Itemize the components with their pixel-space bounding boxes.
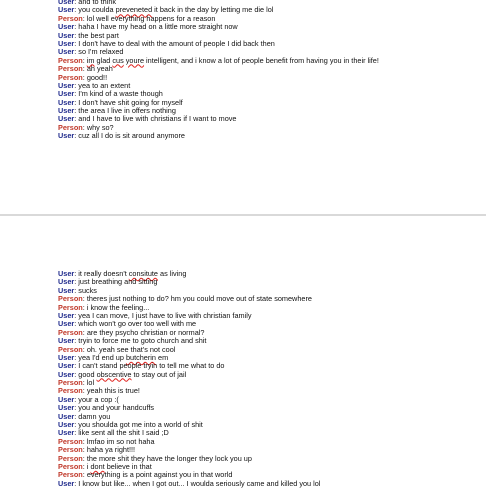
chat-line xyxy=(58,371,478,379)
message-text: the more shit they have the longer they lock you up xyxy=(86,453,252,463)
message-text: everything is a point against you in that world xyxy=(86,470,233,480)
speaker-colon: : xyxy=(74,369,79,379)
speaker-colon: : xyxy=(82,386,87,396)
message-text: theres just nothing to do? hm you could move out of state somewhere xyxy=(86,294,312,304)
message-text: damn you xyxy=(78,411,111,421)
message-text: i xyxy=(86,461,91,471)
message-text: you shoulda got me into a world of shit xyxy=(78,420,203,430)
speaker-label: Person xyxy=(58,64,83,74)
speaker-colon: : xyxy=(82,55,87,65)
message-text: your a cop :( xyxy=(78,394,119,404)
speaker-label: User xyxy=(58,0,75,6)
speaker-label: Person xyxy=(58,122,83,132)
speaker-label: Person xyxy=(58,55,83,65)
chat-line xyxy=(58,278,478,286)
speaker-colon: : xyxy=(74,352,79,362)
message-text: yea I can move, I just have to live with christian family xyxy=(78,310,252,320)
chat-line xyxy=(58,65,478,73)
speaker-colon: : xyxy=(74,336,79,346)
speaker-label: User xyxy=(58,361,75,371)
document-page-2 xyxy=(0,216,486,500)
message-text: lol xyxy=(86,378,95,388)
chat-line xyxy=(58,132,478,140)
message-text: are they psycho christian or normal? xyxy=(86,327,205,337)
speaker-label: User xyxy=(58,30,75,40)
speaker-colon: : xyxy=(82,13,87,23)
speaker-label: User xyxy=(58,38,75,48)
message-text: I don't have to deal with the amount of people I did back then xyxy=(78,38,275,48)
speaker-colon: : xyxy=(82,344,87,354)
misspelled-word: obscentive xyxy=(96,369,132,379)
message-text: em xyxy=(155,352,169,362)
speaker-label: User xyxy=(58,106,75,116)
speaker-label: Person xyxy=(58,445,83,455)
speaker-colon: : xyxy=(74,38,79,48)
speaker-colon: : xyxy=(82,453,87,463)
speaker-label: Person xyxy=(58,461,83,471)
message-text: I don't have shit going for myself xyxy=(78,97,183,107)
speaker-label: Person xyxy=(58,470,83,480)
message-text: I can't stand people tryin to tell me what to do xyxy=(78,361,225,371)
speaker-label: User xyxy=(58,336,75,346)
speaker-label: User xyxy=(58,411,75,421)
message-text: good!! xyxy=(86,72,108,82)
misspelled-word: youre xyxy=(125,55,145,65)
speaker-label: Person xyxy=(58,436,83,446)
speaker-colon: : xyxy=(82,122,87,132)
speaker-label: Person xyxy=(58,13,83,23)
speaker-label: Person xyxy=(58,294,83,304)
message-text: I'm kind of a waste though xyxy=(78,89,163,99)
speaker-colon: : xyxy=(74,5,79,15)
message-text: lol well everything happens for a reason xyxy=(86,13,216,23)
speaker-label: User xyxy=(58,428,75,438)
message-text: just breathing and sitting xyxy=(78,277,158,287)
speaker-label: User xyxy=(58,369,75,379)
speaker-label: Person xyxy=(58,453,83,463)
misspelled-word: preveneted xyxy=(115,5,153,15)
speaker-colon: : xyxy=(82,445,87,455)
message-text: you and your handcuffs xyxy=(78,403,155,413)
speaker-label: User xyxy=(58,319,75,329)
misspelled-word: cus xyxy=(112,55,124,65)
message-text: as living xyxy=(158,269,187,278)
message-text: believe in that xyxy=(104,461,152,471)
speaker-colon: : xyxy=(82,461,87,471)
speaker-colon: : xyxy=(74,47,79,57)
speaker-colon: : xyxy=(82,378,87,388)
misspelled-word: consitute xyxy=(128,269,158,278)
message-text: cuz all I do is sit around anymore xyxy=(78,131,185,141)
speaker-colon: : xyxy=(74,0,79,6)
speaker-label: User xyxy=(58,420,75,430)
speaker-colon: : xyxy=(74,131,79,141)
chat-transcript-2 xyxy=(58,270,478,488)
chat-line xyxy=(58,387,478,395)
speaker-label: User xyxy=(58,478,75,488)
speaker-colon: : xyxy=(74,97,79,107)
speaker-label: User xyxy=(58,97,75,107)
document-page-1 xyxy=(0,0,486,214)
speaker-colon: : xyxy=(74,89,79,99)
speaker-colon: : xyxy=(74,411,79,421)
message-text: lmfao im so not haha xyxy=(86,436,155,446)
misspelled-word: im xyxy=(86,55,95,65)
message-text: oh. yeah see that's not cool xyxy=(86,344,176,354)
speaker-colon: : xyxy=(74,285,79,295)
speaker-label: Person xyxy=(58,344,83,354)
message-text: it really doesn't xyxy=(78,269,129,278)
speaker-label: User xyxy=(58,47,75,57)
chat-line xyxy=(58,57,478,65)
chat-line xyxy=(58,480,478,488)
speaker-label: User xyxy=(58,285,75,295)
speaker-label: User xyxy=(58,114,75,124)
speaker-label: User xyxy=(58,269,75,278)
chat-line xyxy=(58,115,478,123)
misspelled-word: butcherin xyxy=(125,352,156,362)
speaker-colon: : xyxy=(74,428,79,438)
speaker-colon: : xyxy=(82,64,87,74)
speaker-label: Person xyxy=(58,72,83,82)
speaker-label: User xyxy=(58,131,75,141)
message-text: yeah this is true! xyxy=(86,386,140,396)
message-text: so I'm relaxed xyxy=(78,47,124,57)
speaker-colon: : xyxy=(82,72,87,82)
speaker-colon: : xyxy=(74,403,79,413)
message-text: haha ya right!!! xyxy=(86,445,136,455)
speaker-colon: : xyxy=(74,30,79,40)
speaker-colon: : xyxy=(82,327,87,337)
speaker-colon: : xyxy=(74,420,79,430)
message-text: tryin to force me to goto church and shit xyxy=(78,336,207,346)
message-text: and to think xyxy=(78,0,117,6)
message-text: good xyxy=(78,369,97,379)
speaker-colon: : xyxy=(74,80,79,90)
speaker-colon: : xyxy=(74,269,79,278)
speaker-colon: : xyxy=(82,436,87,446)
speaker-label: User xyxy=(58,277,75,287)
message-text: sucks xyxy=(78,285,97,295)
message-text: the best part xyxy=(78,30,119,40)
message-text: ah yeah xyxy=(86,64,113,74)
message-text: you coulda xyxy=(78,5,116,15)
message-text: which won't go over too well with me xyxy=(78,319,197,329)
message-text: I know but like... when I got out... I woulda seriously came and killed you lol xyxy=(78,478,321,488)
message-text: it back in the day by letting me die lol xyxy=(152,5,274,15)
speaker-label: User xyxy=(58,352,75,362)
message-text: yea to an extent xyxy=(78,80,131,90)
message-text: to stay out of jail xyxy=(131,369,187,379)
chat-line xyxy=(58,23,478,31)
message-text: like sent all the shit I said ;D xyxy=(78,428,169,438)
speaker-colon: : xyxy=(74,478,79,488)
speaker-label: Person xyxy=(58,327,83,337)
speaker-label: User xyxy=(58,89,75,99)
speaker-label: User xyxy=(58,394,75,404)
message-text: haha I have my head on a little more straight now xyxy=(78,22,238,32)
chat-transcript-1 xyxy=(58,0,478,141)
misspelled-word: dont xyxy=(90,461,105,471)
speaker-label: User xyxy=(58,403,75,413)
speaker-colon: : xyxy=(82,302,87,312)
speaker-colon: : xyxy=(74,319,79,329)
speaker-colon: : xyxy=(82,470,87,480)
speaker-label: Person xyxy=(58,386,83,396)
speaker-label: User xyxy=(58,5,75,15)
speaker-label: User xyxy=(58,310,75,320)
message-text: the area I live in offers nothing xyxy=(78,106,176,116)
message-text: i know the feeling... xyxy=(86,302,150,312)
speaker-colon: : xyxy=(74,22,79,32)
speaker-colon: : xyxy=(74,277,79,287)
speaker-colon: : xyxy=(82,294,87,304)
speaker-colon: : xyxy=(74,361,79,371)
speaker-colon: : xyxy=(74,310,79,320)
message-text: yea I'd end up xyxy=(78,352,126,362)
speaker-label: Person xyxy=(58,378,83,388)
speaker-label: Person xyxy=(58,302,83,312)
chat-line xyxy=(58,404,478,412)
speaker-colon: : xyxy=(74,106,79,116)
speaker-colon: : xyxy=(74,114,79,124)
speaker-colon: : xyxy=(74,394,79,404)
message-text: why so? xyxy=(86,122,114,132)
message-text: glad xyxy=(94,55,113,65)
speaker-label: User xyxy=(58,22,75,32)
message-text: and I have to live with christians if I want to move xyxy=(78,114,237,124)
speaker-label: User xyxy=(58,80,75,90)
message-text: intelligent, and i know a lot of people benefit from having you in their life! xyxy=(144,55,379,65)
